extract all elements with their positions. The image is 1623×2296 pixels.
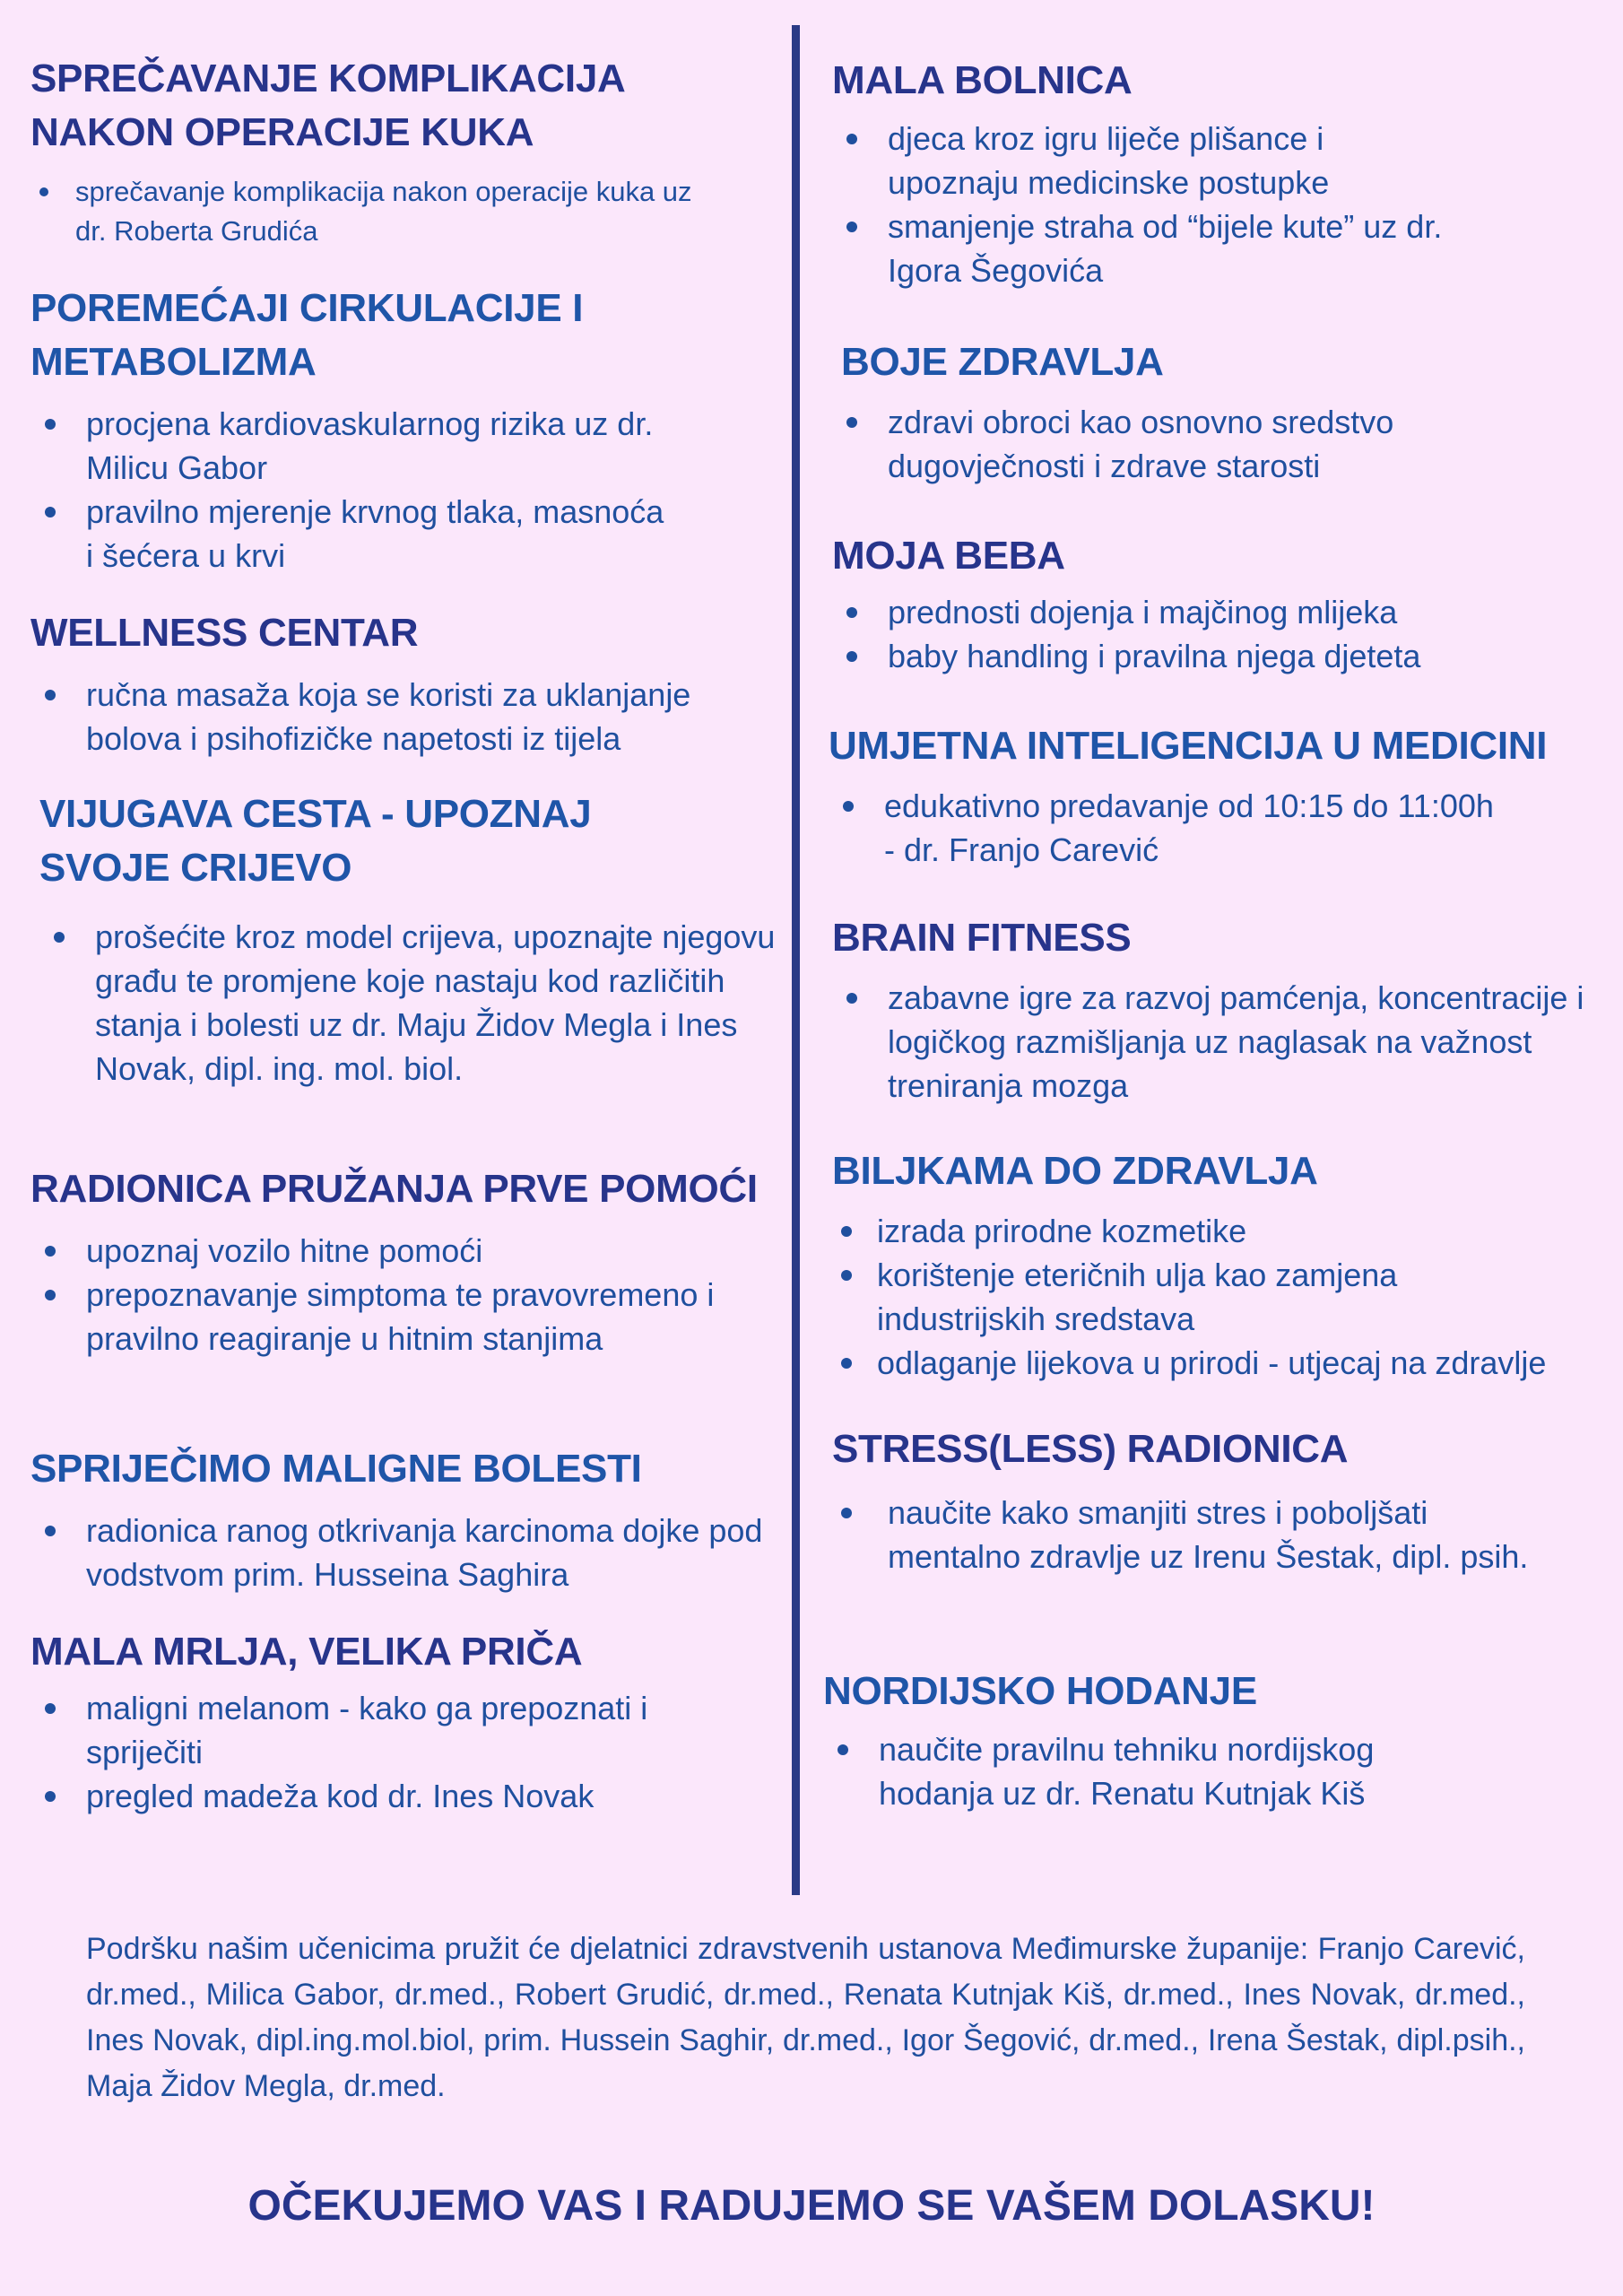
list-item: ručna masaža koja se koristi za uklanjanje bolova i psihofizičke napetosti iz tijela	[30, 673, 785, 761]
support-paragraph: Podršku našim učenicima pružit će djelatnici zdravstvenih ustanova Međimurske županije: Franjo Carević, dr.med., Milica Gabor, dr.med., Robert Grudić, dr.med., Renata Kutnjak Kiš, dr.med., Ines Novak, dr.med., Ines Novak, dipl.ing.mol.biol, prim. Hussein Saghir, dr.med., Igor Šegović, dr.med., Irena Šestak, dipl.psih., Maja Židov Megla, dr.med.	[86, 1932, 1525, 2103]
list-item: baby handling i pravilna njega djeteta	[832, 634, 1603, 678]
section-list	[829, 784, 1609, 872]
section-hip-surgery	[30, 52, 748, 251]
section-brain-fitness	[832, 911, 1603, 1108]
section-title: MALA MRLJA, VELIKA PRIČA	[30, 1630, 583, 1674]
section-list	[832, 117, 1585, 292]
list-item: korištenje eteričnih ulja kao zamjena industrijskih sredstava	[832, 1253, 1469, 1341]
list-item: pravilno mjerenje krvnog tlaka, masnoća i šećera u krvi	[30, 490, 678, 578]
section-title: BILJKAMA DO ZDRAVLJA	[832, 1149, 1318, 1193]
section-my-baby	[832, 529, 1603, 678]
section-nordic-walking	[823, 1665, 1603, 1815]
section-title: RADIONICA PRUŽANJA PRVE POMOĆI	[30, 1167, 758, 1211]
column-divider	[792, 25, 800, 1895]
section-intestine	[39, 787, 775, 1091]
section-small-hospital	[832, 54, 1585, 292]
list-item: prednosti dojenja i majčinog mlijeka	[832, 590, 1603, 634]
section-stressless	[832, 1422, 1603, 1578]
section-title: BRAIN FITNESS	[832, 916, 1132, 960]
closing-message: OČEKUJEMO VAS I RADUJEMO SE VAŠEM DOLASKU!	[247, 2182, 1376, 2230]
section-colors-of-health	[841, 335, 1594, 488]
list-item: maligni melanom - kako ga prepoznati i spriječiti	[30, 1686, 768, 1774]
section-wellness	[30, 606, 775, 761]
list-item: izrada prirodne kozmetike	[832, 1209, 1621, 1253]
section-title: STRESS(LESS) RADIONICA	[832, 1427, 1349, 1471]
list-item: zdravi obroci kao osnovno sredstvo dugovječnosti i zdrave starosti	[832, 400, 1533, 488]
list-item: radionica ranog otkrivanja karcinoma dojke pod vodstvom prim. Husseina Saghira	[30, 1509, 803, 1596]
section-list	[30, 402, 748, 578]
section-list	[832, 1491, 1603, 1578]
section-list	[30, 172, 748, 251]
section-list	[841, 400, 1594, 488]
section-list	[832, 976, 1603, 1108]
section-title: MALA BOLNICA	[832, 58, 1133, 102]
section-list	[832, 1209, 1621, 1385]
list-item: edukativno predavanje od 10:15 do 11:00h - dr. Franjo Carević	[829, 784, 1512, 872]
list-item: zabavne igre za razvoj pamćenja, koncentracije i logičkog razmišljanja uz naglasak na važnost treniranja mozga	[832, 976, 1587, 1108]
list-item: naučite pravilnu tehniku nordijskog hodanja uz dr. Renatu Kutnjak Kiš	[823, 1727, 1488, 1815]
section-title: MOJA BEBA	[832, 534, 1065, 578]
section-list	[30, 1229, 802, 1361]
section-list	[39, 915, 775, 1091]
section-list	[30, 1686, 802, 1818]
section-ai-medicine	[829, 719, 1609, 872]
section-list	[832, 590, 1603, 678]
section-list	[823, 1727, 1603, 1815]
list-item: pregled madeža kod dr. Ines Novak	[30, 1774, 768, 1818]
list-item: sprečavanje komplikacija nakon operacije kuka uz dr. Roberta Grudića	[30, 172, 703, 251]
section-first-aid	[30, 1162, 802, 1361]
section-list	[30, 1509, 802, 1596]
section-title: BOJE ZDRAVLJA	[841, 340, 1164, 384]
section-title: VIJUGAVA CESTA - UPOZNAJ SVOJE CRIJEVO	[39, 792, 592, 890]
section-title: NORDIJSKO HODANJE	[823, 1669, 1257, 1713]
section-malignant	[30, 1442, 802, 1596]
section-title: POREMEĆAJI CIRKULACIJE I METABOLIZMA	[30, 286, 584, 384]
section-melanoma	[30, 1625, 802, 1818]
section-circulation	[30, 282, 748, 578]
section-title: WELLNESS CENTAR	[30, 611, 419, 655]
list-item: smanjenje straha od “bijele kute” uz dr. Igora Šegovića	[832, 204, 1515, 292]
section-list	[30, 673, 775, 761]
list-item: naučite kako smanjiti stres i poboljšati mentalno zdravlje uz Irenu Šestak, dipl. psih.	[832, 1491, 1551, 1578]
section-title: SPRIJEČIMO MALIGNE BOLESTI	[30, 1447, 642, 1491]
list-item: prošećite kroz model crijeva, upoznajte njegovu građu te promjene koje nastaju kod različitih stanja i bolesti uz dr. Maju Židov Megla i Ines Novak, dipl. ing. mol. biol.	[39, 915, 794, 1091]
list-item: odlaganje lijekova u prirodi - utjecaj na zdravlje	[832, 1341, 1623, 1385]
list-item: djeca kroz igru liječe plišance i upoznaju medicinske postupke	[832, 117, 1462, 204]
section-herbs	[832, 1144, 1621, 1385]
list-item: procjena kardiovaskularnog rizika uz dr. Milicu Gabor	[30, 402, 714, 490]
section-title: UMJETNA INTELIGENCIJA U MEDICINI	[829, 724, 1548, 768]
section-title: SPREČAVANJE KOMPLIKACIJA NAKON OPERACIJE KUKA	[30, 57, 624, 154]
list-item: prepoznavanje simptoma te pravovremeno i pravilno reagiranje u hitnim stanjima	[30, 1273, 803, 1361]
list-item: upoznaj vozilo hitne pomoći	[30, 1229, 803, 1273]
